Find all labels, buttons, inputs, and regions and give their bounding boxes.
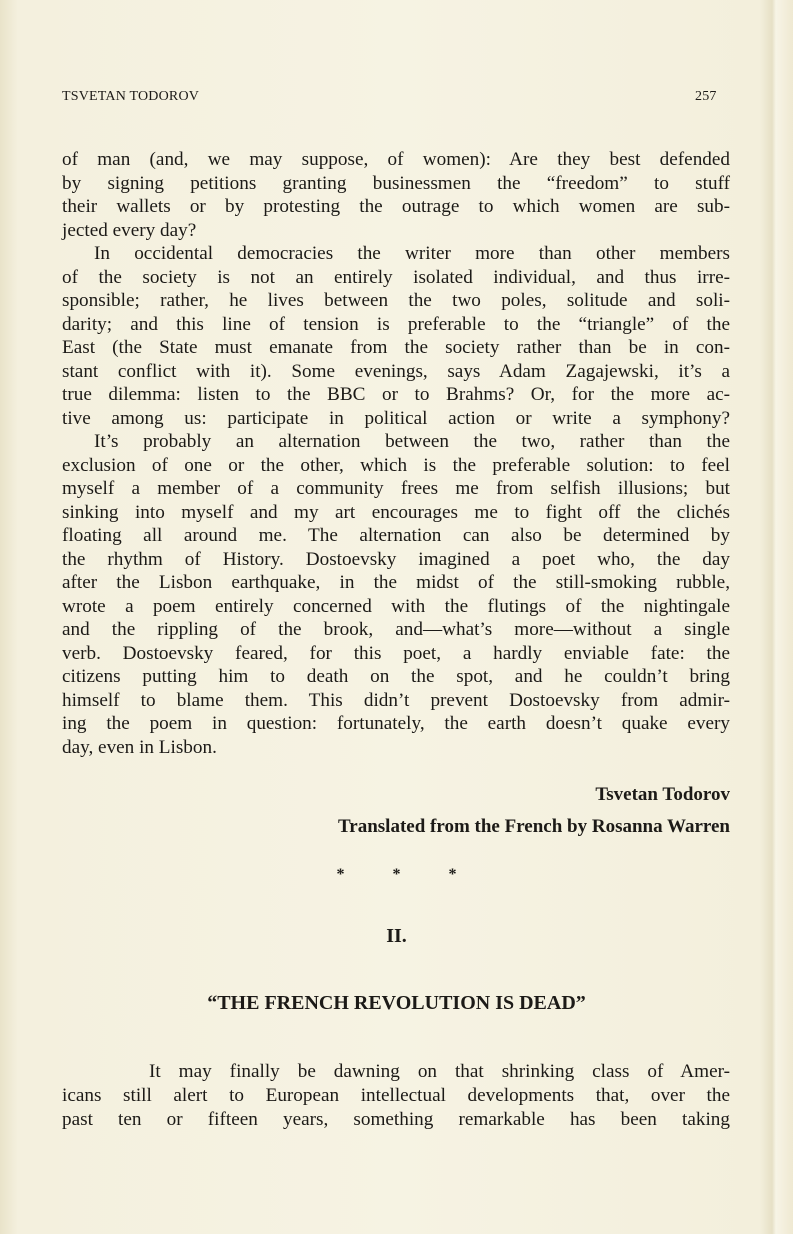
text-line: their wallets or by protesting the outrage to which women are sub- — [62, 196, 730, 217]
text-line: past ten or fifteen years, something remarkable has been taking — [62, 1109, 730, 1130]
text-line: sinking into myself and my art encourages me to fight off the clichés — [62, 501, 730, 523]
text-line: tive among us: participate in political action or write a symphony? — [62, 407, 730, 429]
text-line: of the society is not an entirely isolated individual, and thus irre- — [62, 266, 730, 288]
text-line: In occidental democracies the writer more than other members — [94, 243, 730, 264]
section-separator: * * * — [336, 866, 479, 883]
text-line: stant conflict with it). Some evenings, says Adam Zagajewski, it’s a — [62, 360, 730, 382]
text-line: myself a member of a community frees me from selfish illusions; but — [62, 478, 730, 499]
text-line: by signing petitions granting businessmen the “freedom” to stuff — [62, 172, 730, 194]
text-line: the rhythm of History. Dostoevsky imagined a poet who, the day — [62, 548, 730, 570]
text-line: It may finally be dawning on that shrinking class of Amer- — [149, 1061, 730, 1082]
text-line: exclusion of one or the other, which is the preferable solution: to feel — [62, 454, 730, 476]
text-line: floating all around me. The alternation can also be determined by — [62, 525, 730, 546]
text-line: It’s probably an alternation between the two, rather than the — [94, 431, 730, 452]
text-line: after the Lisbon earthquake, in the midst of the still-smoking rubble, — [62, 572, 730, 593]
text-line: himself to blame them. This didn’t prevent Dostoevsky from admir- — [62, 689, 730, 711]
text-line: verb. Dostoevsky feared, for this poet, a hardly enviable fate: the — [62, 642, 730, 664]
translator-credit: Translated from the French by Rosanna Warren — [338, 816, 730, 837]
running-head-author: TSVETAN TODOROV — [62, 89, 200, 104]
text-line: true dilemma: listen to the BBC or to Brahms? Or, for the more ac- — [62, 384, 730, 405]
page-number: 257 — [695, 89, 717, 104]
text-line: sponsible; rather, he lives between the two poles, solitude and soli- — [62, 290, 730, 311]
text-line: ing the poem in question: fortunately, the earth doesn’t quake every — [62, 713, 730, 734]
author-signature: Tsvetan Todorov — [595, 784, 730, 805]
text-line: citizens putting him to death on the spot, and he couldn’t bring — [62, 666, 730, 687]
text-line: icans still alert to European intellectual developments that, over the — [62, 1085, 730, 1106]
text-line: darity; and this line of tension is preferable to the “triangle” of the — [62, 313, 730, 335]
section-number: II. — [386, 925, 407, 947]
section-title: “THE FRENCH REVOLUTION IS DEAD” — [207, 992, 586, 1014]
text-line: and the rippling of the brook, and—what’s more—without a single — [62, 619, 730, 640]
text-line: wrote a poem entirely concerned with the flutings of the nightingale — [62, 595, 730, 617]
text-line: day, even in Lisbon. — [62, 736, 217, 758]
text-line: jected every day? — [62, 219, 197, 241]
text-line: of man (and, we may suppose, of women): Are they best defended — [62, 149, 730, 170]
text-line: East (the State must emanate from the society rather than be in con- — [62, 337, 730, 358]
